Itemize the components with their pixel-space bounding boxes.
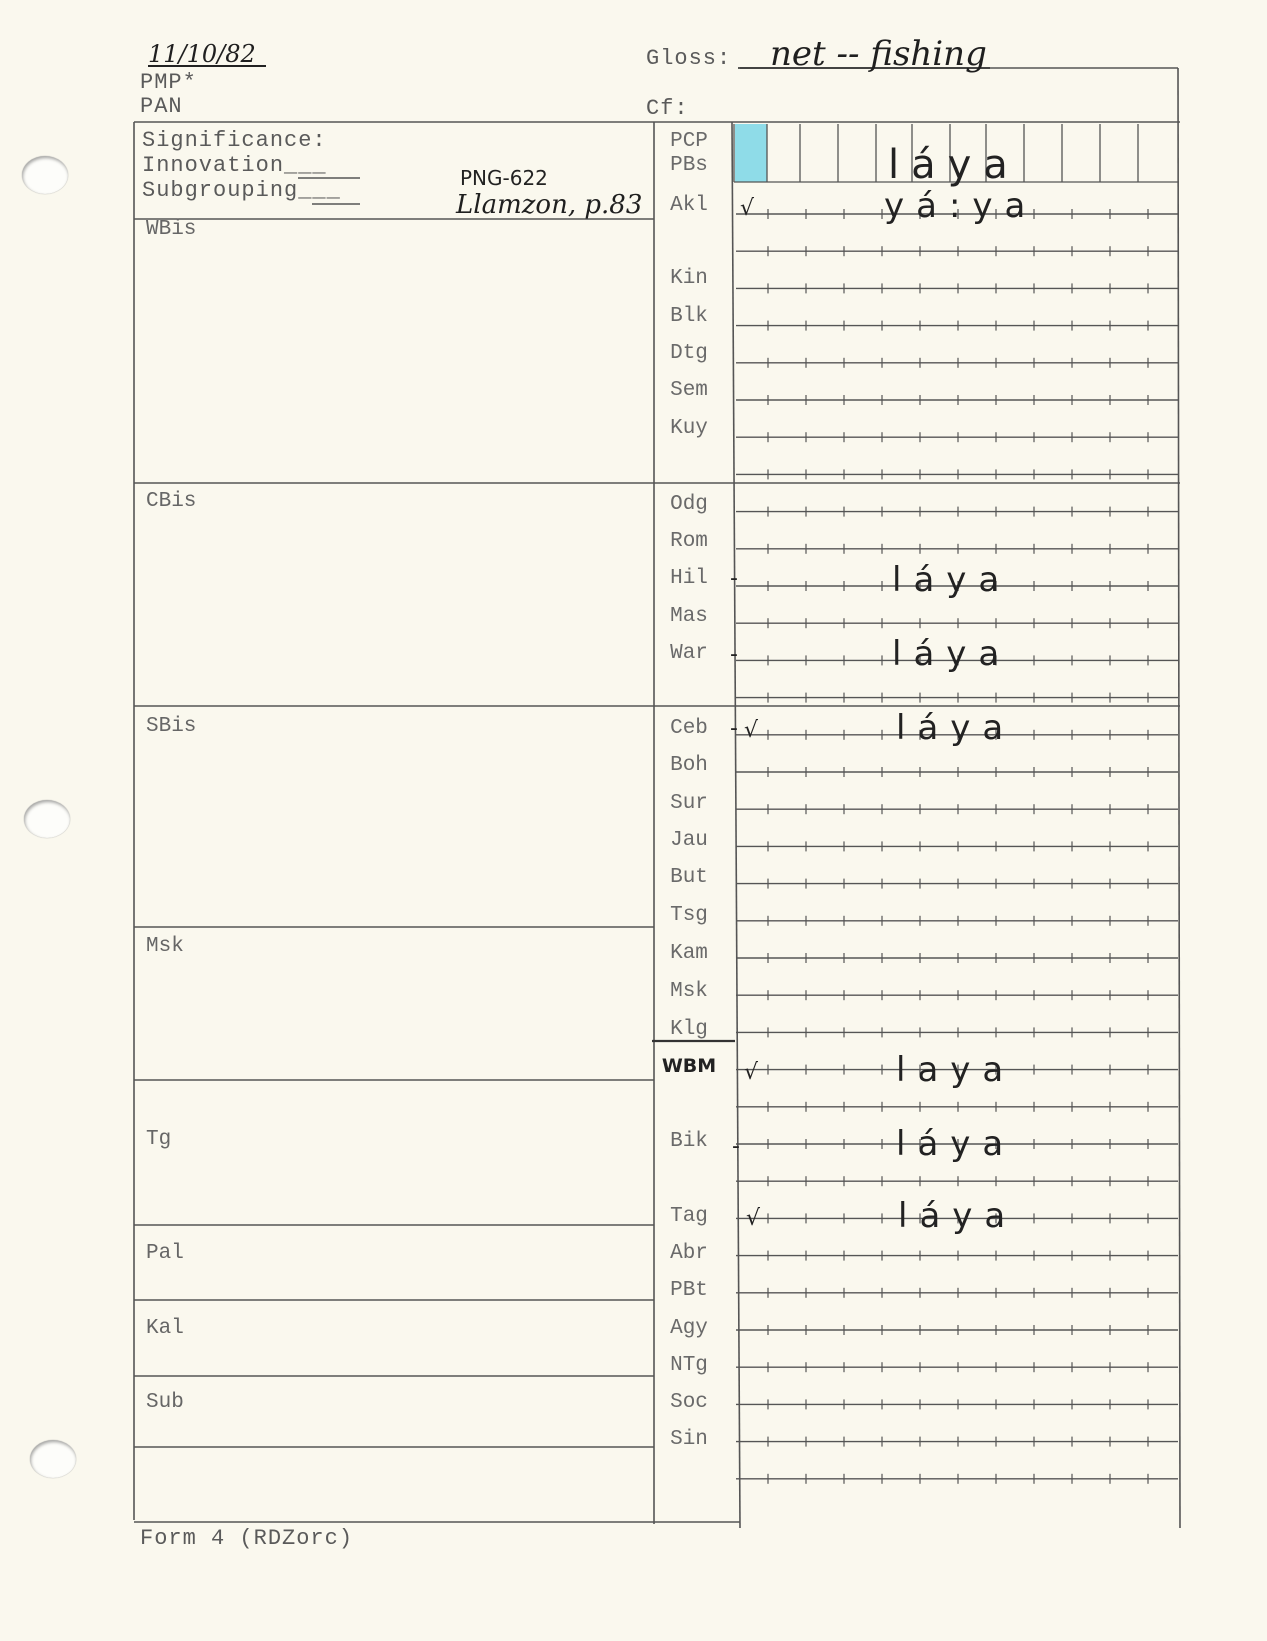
lang-agy: Agy	[670, 1317, 708, 1340]
lang-klg: Klg	[670, 1018, 708, 1041]
lang-tag: Tag	[670, 1205, 708, 1228]
lang-pcp: PCP	[670, 130, 708, 153]
lang-tsg: Tsg	[670, 904, 708, 927]
lang-mas: Mas	[670, 605, 708, 628]
entry-hil: láya	[892, 560, 1012, 600]
lang-ceb: Ceb	[670, 717, 708, 740]
check-tag: √	[746, 1206, 761, 1231]
lang-blk: Blk	[670, 305, 708, 328]
form-footer: Form 4 (RDZorc)	[140, 1526, 354, 1551]
lang-pbt: PBt	[670, 1279, 708, 1302]
check-ceb: √	[744, 718, 759, 743]
lang-but: But	[670, 866, 708, 889]
innovation-label: Innovation___	[142, 153, 327, 178]
section-sub: Sub	[146, 1391, 184, 1414]
section-tg: Tg	[146, 1128, 172, 1151]
section-wbis: WBis	[146, 218, 197, 241]
highlight-box	[735, 124, 767, 182]
section-cbis: CBis	[146, 490, 197, 513]
lang-msk: Msk	[670, 980, 708, 1003]
lang-kuy: Kuy	[670, 417, 708, 440]
entry-tag: láya	[898, 1196, 1018, 1236]
lang-sur: Sur	[670, 792, 708, 815]
subgrouping-label: Subgrouping___	[142, 178, 341, 203]
lang-ntg: NTg	[670, 1354, 708, 1377]
lang-sem: Sem	[670, 379, 708, 402]
date: 11/10/82	[148, 40, 256, 68]
gloss-label: Gloss:	[646, 46, 732, 71]
reference-source: Llamzon, p.83	[456, 190, 643, 220]
section-kal: Kal	[146, 1317, 184, 1340]
entry-akl: yá:ya	[884, 186, 1038, 226]
lang-wbm: WBM	[661, 1055, 717, 1077]
dash-ceb: -	[730, 716, 738, 741]
lang-bik: Bik	[670, 1130, 708, 1153]
check-wbm: √	[744, 1060, 759, 1085]
lang-dtg: Dtg	[670, 342, 708, 365]
section-pal: Pal	[146, 1242, 184, 1265]
section-msk: Msk	[146, 935, 184, 958]
pan-label: PAN	[140, 94, 183, 119]
dash-hil: -	[730, 566, 738, 591]
lang-sin: Sin	[670, 1428, 708, 1451]
lang-boh: Boh	[670, 754, 708, 777]
gloss-value: net -- fishing	[770, 34, 987, 74]
lang-akl: Akl	[670, 194, 708, 217]
cf-label: Cf:	[646, 96, 689, 121]
lang-soc: Soc	[670, 1391, 708, 1414]
pmp-label: PMP*	[140, 70, 197, 95]
check-akl: √	[740, 196, 755, 221]
lang-abr: Abr	[670, 1242, 708, 1265]
lang-war: War	[670, 642, 708, 665]
significance-title: Significance:	[142, 128, 327, 153]
lang-jau: Jau	[670, 829, 708, 852]
lang-odg: Odg	[670, 493, 708, 516]
entry-ceb: láya	[896, 708, 1016, 748]
section-sbis: SBis	[146, 715, 197, 738]
dash-war: -	[730, 642, 738, 667]
lang-kam: Kam	[670, 942, 708, 965]
entry-wbm: laya	[896, 1050, 1016, 1090]
lang-kin: Kin	[670, 267, 708, 290]
reference-code: PNG-622	[460, 166, 548, 190]
lang-pbs: PBs	[670, 154, 708, 177]
lang-hil: Hil	[670, 567, 708, 590]
entry-pbs: láya	[888, 142, 1020, 188]
dash-bik: -	[732, 1134, 740, 1159]
lang-rom: Rom	[670, 530, 708, 553]
entry-bik: láya	[896, 1124, 1016, 1164]
entry-war: láya	[892, 634, 1012, 674]
